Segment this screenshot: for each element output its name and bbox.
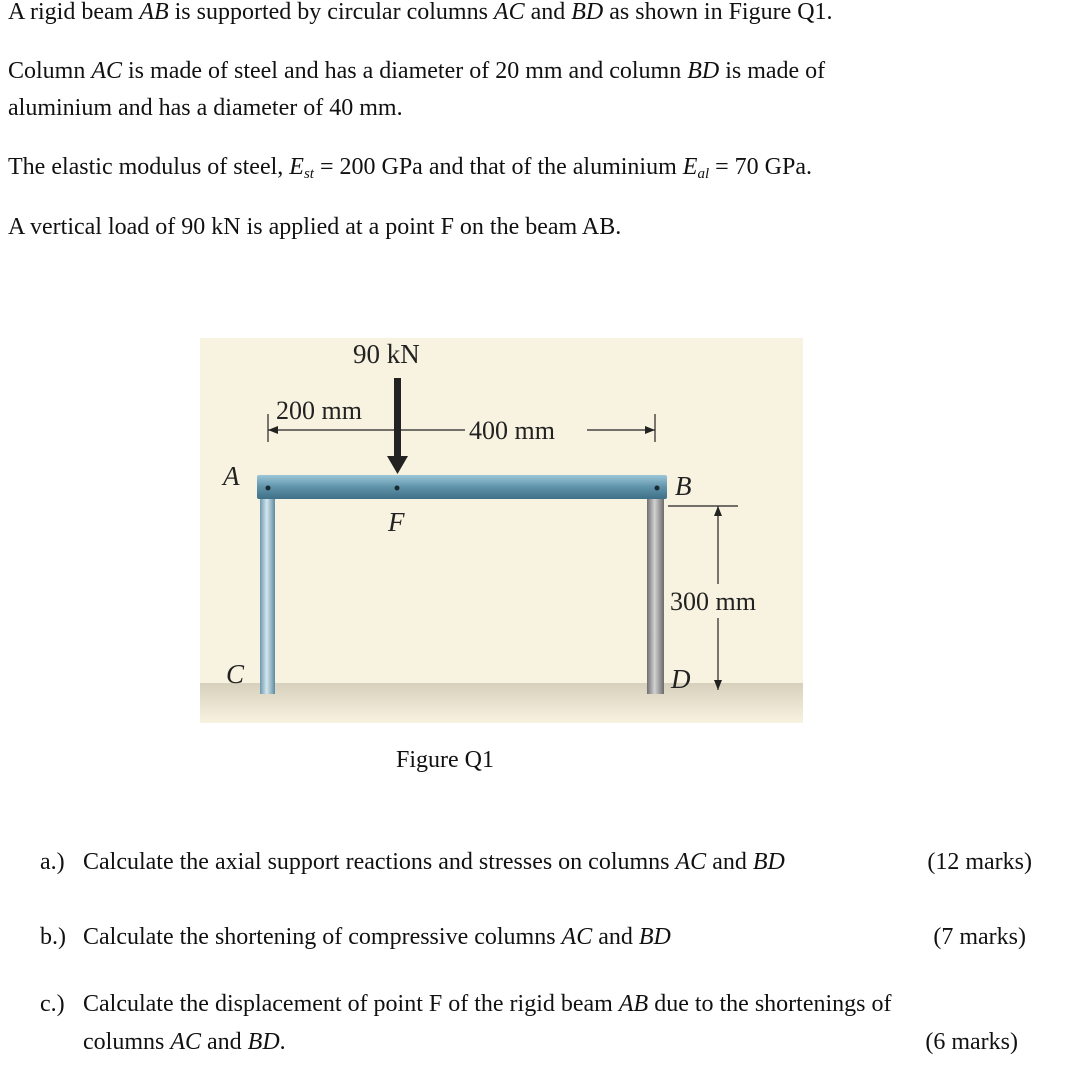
column-ac: [260, 498, 275, 694]
beam-ab: [257, 475, 667, 499]
intro-paragraph-4: A vertical load of 90 kN is applied at a point F on the beam AB.: [8, 214, 622, 240]
label-d: D: [671, 664, 691, 694]
question-a-label: a.): [40, 849, 65, 875]
label-a: A: [223, 461, 240, 491]
intro-paragraph-1: A rigid beam AB is supported by circular columns AC and BD as shown in Figure Q1.: [8, 0, 833, 25]
column-bd: [647, 498, 664, 694]
intro-paragraph-2-line-2: aluminium and has a diameter of 40 mm.: [8, 95, 403, 121]
label-b: B: [675, 471, 692, 501]
point-f-dot: [395, 486, 400, 491]
figure-caption: Figure Q1: [396, 747, 494, 773]
question-a-text: Calculate the axial support reactions and stresses on columns AC and BD: [83, 849, 785, 875]
dimension-label-height: 300 mm: [670, 587, 756, 616]
ground: [200, 683, 803, 723]
question-b-text: Calculate the shortening of compressive columns AC and BD: [83, 924, 671, 950]
question-c-marks: (6 marks): [925, 1029, 1018, 1055]
question-c-text: Calculate the displacement of point F of the rigid beam AB due to the shortenings of: [83, 991, 892, 1017]
dimension-label-fb: 400 mm: [469, 416, 555, 445]
question-b-marks: (7 marks): [933, 924, 1026, 950]
intro-paragraph-2: Column AC is made of steel and has a diameter of 20 mm and column BD is made of: [8, 58, 826, 84]
point-a-dot: [266, 486, 271, 491]
label-c: C: [226, 659, 245, 689]
load-label: 90 kN: [353, 339, 420, 369]
dimension-label-af: 200 mm: [276, 396, 362, 425]
label-f: F: [388, 507, 405, 537]
question-a-marks: (12 marks): [927, 849, 1032, 875]
question-c-label: c.): [40, 991, 65, 1017]
intro-paragraph-3: The elastic modulus of steel, $E_{st} = 200$ GPa and that of the aluminium $E_{al} = 70$ GPa.: [8, 154, 812, 182]
point-b-dot: [655, 486, 660, 491]
question-b-label: b.): [40, 924, 66, 950]
question-c-text-line-2: columns AC and BD.: [83, 1029, 286, 1055]
figure-q1-diagram: [200, 338, 810, 738]
